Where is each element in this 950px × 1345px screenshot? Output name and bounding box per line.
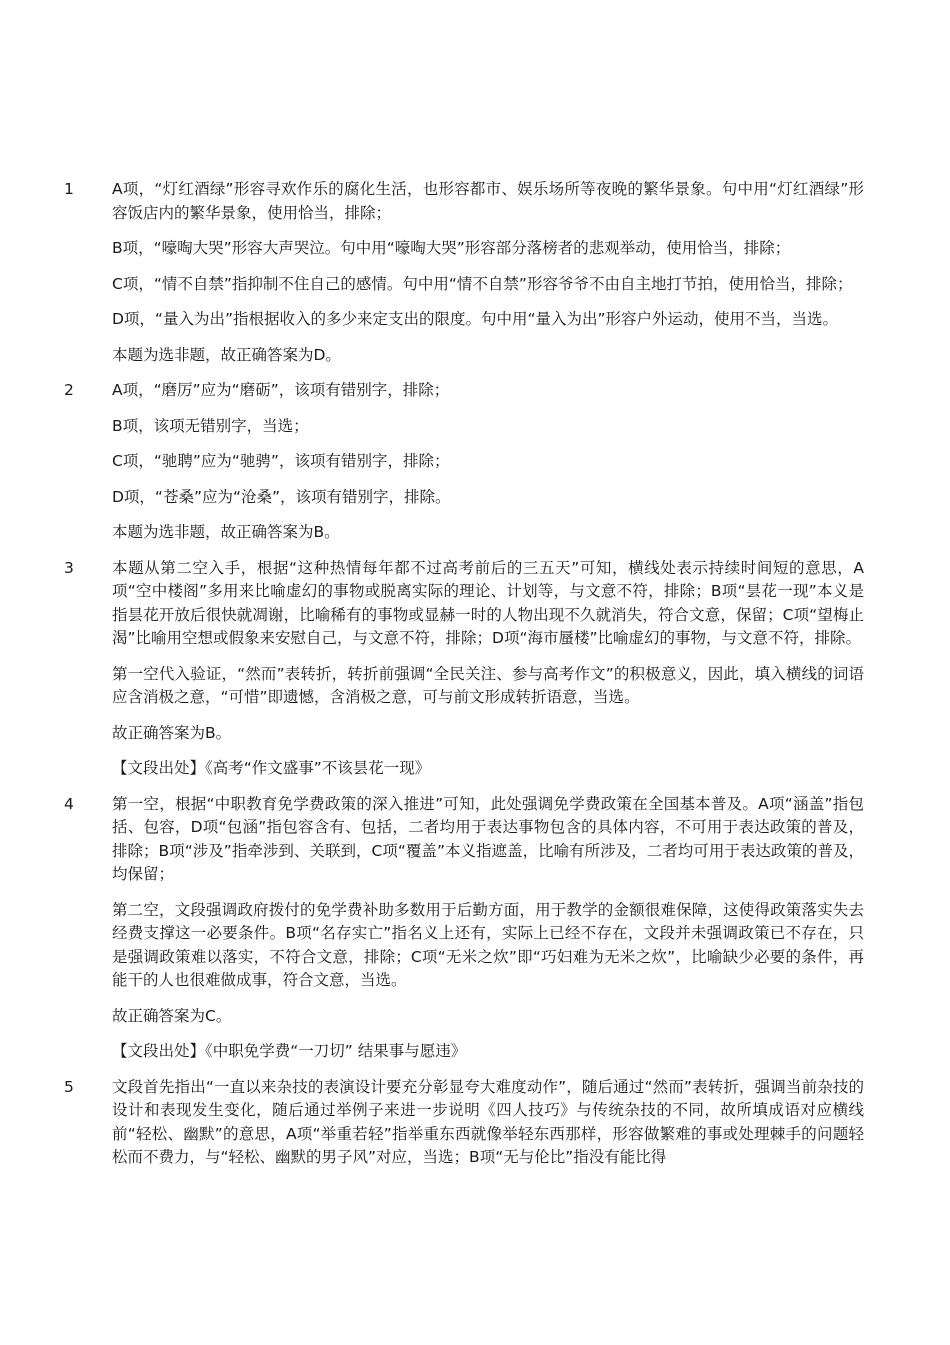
- first-blank-analysis: 第一空，根据“中职教育免学费政策的深入推进”可知，此处强调免学费政策在全国基本普及。A项“涵盖”指包括、包容，D项“包涵”指包容含有、包括，二者均用于表达事物包含的具体内容，不可用于表达政策的普及，排除；B项“涉及”指牵涉到、关联到，C项“覆盖”本义指遮盖，比喻有所涉及，二者均可用于表达政策的普及，均保留；: [112, 794, 864, 883]
- option-d-analysis: D项，“苍桑”应为“沧桑”，该项有错别字，排除。: [112, 487, 451, 506]
- option-c-analysis: C项，“驰聘”应为“驰骋”，该项有错别字，排除；: [112, 452, 450, 470]
- option-b-analysis: B项，“嚎啕大哭”形容大声哭泣。句中用“嚎啕大哭”形容部分落榜者的悲观举动，使用恰当，排除；: [112, 239, 791, 257]
- option-a-analysis: A项，“磨厉”应为“磨砺”，该项有错别字，排除；: [112, 381, 450, 399]
- second-blank-analysis: 本题从第二空入手，根据“这种热情每年都不过高考前后的三五天”可知，横线处表示持续时间短的意思，A项“空中楼阁”多用来比喻虚幻的事物或脱离实际的理论、计划等，与文意不符，排除；B项“昙花一现”本义是指昙花开放后很快就凋谢，比喻稀有的事物或显赫一时的人物出现不久就消失，符合文意，保留；C项“望梅止渴”比喻用空想或假象来安慰自己，与文意不符，排除；D项“海市蜃楼”比喻虚幻的事物，与文意不符，排除。: [112, 558, 864, 647]
- answer-explanations: [0, 178, 950, 1182]
- question-number: 3: [64, 558, 74, 577]
- answer-conclusion: 故正确答案为C。: [112, 1006, 232, 1025]
- answer-conclusion: 故正确答案为B。: [112, 723, 232, 742]
- question-number: 4: [64, 794, 74, 813]
- first-blank-analysis: 第一空代入验证，“然而”表转折，转折前强调“全民关注、参与高考作文”的积极意义，因此，填入横线的词语应含消极之意，“可惜”即遗憾，含消极之意，可与前文形成转折语意，当选。: [112, 664, 864, 706]
- question-number: 5: [64, 1077, 74, 1096]
- option-a-analysis: A项，“灯红酒绿”形容寻欢作乐的腐化生活，也形容都市、娱乐场所等夜晚的繁华景象。句中用“灯红酒绿”形容饭店内的繁华景象，使用恰当，排除；: [112, 180, 864, 222]
- question-number: 1: [64, 180, 74, 198]
- question-1: [0, 178, 950, 367]
- second-blank-analysis: 第二空，文段强调政府拨付的免学费补助多数用于后勤方面，用于教学的金额很难保障，这使得政策落实失去经费支撑这一必要条件。B项“名存实亡”指名义上还有，实际上已经不存在，文段并未强调政策已不存在，只是强调政策难以落实，不符合文意，排除；C项“无米之炊”即“巧妇难为无米之炊”，比喻缺少必要的条件，再能干的人也很难做成事，符合文意，当选。: [112, 900, 864, 989]
- option-c-analysis: C项，“情不自禁”指抑制不住自己的感情。句中用“情不自禁”形容爷爷不由自主地打节拍，使用恰当，排除；: [112, 274, 853, 293]
- passage-source: 【文段出处】《高考“作文盛事”不该昙花一现》: [112, 759, 431, 777]
- question-2: [0, 379, 950, 545]
- answer-conclusion: 本题为选非题，故正确答案为D。: [112, 345, 341, 364]
- question-3: [0, 557, 950, 781]
- option-b-analysis: B项，该项无错别字，当选；: [112, 416, 309, 435]
- option-d-analysis: D项，“量入为出”指根据收入的多少来定支出的限度。句中用“量入为出”形容户外运动，使用不当，当选。: [112, 310, 839, 328]
- passage-source: 【文段出处】《中职免学费“一刀切” 结果事与愿违》: [112, 1042, 467, 1060]
- question-4: [0, 793, 950, 1064]
- answer-conclusion: 本题为选非题，故正确答案为B。: [112, 523, 340, 541]
- passage-analysis: 文段首先指出“一直以来杂技的表演设计要充分彰显夸大难度动作”，随后通过“然而”表转折，强调当前杂技的设计和表现发生变化，随后通过举例子来进一步说明《四人技巧》与传统杂技的不同，故所填成语对应横线前“轻松、幽默”的意思，A项“举重若轻”指举重东西就像举轻东西那样，形容做繁难的事或处理棘手的问题轻松而不费力，与“轻松、幽默的男子风”对应，当选；B项“无与伦比”指没有能比得: [112, 1077, 864, 1166]
- question-5: [0, 1076, 950, 1170]
- question-number: 2: [64, 381, 74, 399]
